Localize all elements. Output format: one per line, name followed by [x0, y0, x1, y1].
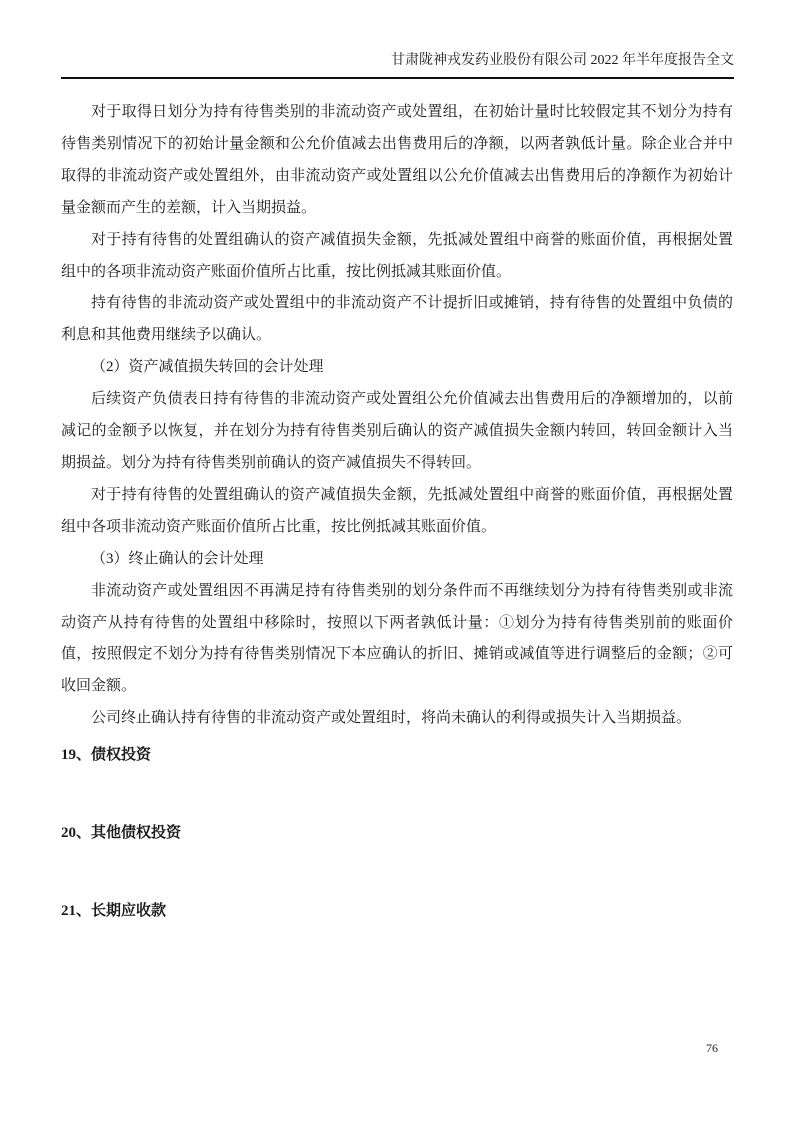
section-heading-20: 20、其他债权投资 [61, 825, 182, 842]
body-paragraph: 对于持有待售的处置组确认的资产减值损失金额，先抵减处置组中商誉的账面价值，再根据处置组中的各项非流动资产账面价值所占比重，按比例抵减其账面价值。 [61, 231, 733, 280]
list-label-2: （2）资产减值损失转回的会计处理 [91, 359, 324, 376]
section-heading-21: 21、长期应收款 [61, 903, 167, 920]
document-body [61, 97, 733, 921]
header-title: 甘肃陇神戎发药业股份有限公司 2022 年半年度报告全文 [391, 53, 734, 68]
body-paragraph: 非流动资产或处置组因不再满足持有待售类别的划分条件而不再继续划分为持有待售类别或非流动资产从持有待售的处置组中移除时，按照以下两者孰低计量：①划分为持有待售类别前的账面价值，按照假定不划分为持有待售类别情况下本应确认的折旧、摊销或减值等进行调整后的金额；②可收回金额。 [61, 582, 733, 695]
page-number-value: 76 [706, 1041, 718, 1055]
body-paragraph: 持有待售的非流动资产或处置组中的非流动资产不计提折旧或摊销，持有待售的处置组中负债的利息和其他费用继续予以确认。 [61, 295, 733, 344]
page-header [61, 52, 734, 79]
list-label-3: （3）终止确认的会计处理 [91, 550, 264, 567]
body-paragraph: 后续资产负债表日持有待售的非流动资产或处置组公允价值减去出售费用后的净额增加的，以前减记的金额予以恢复，并在划分为持有待售类别后确认的资产减值损失金额内转回，转回金额计入当期损益。划分为持有待售类别前确认的资产减值损失不得转回。 [61, 391, 733, 471]
body-paragraph: 公司终止确认持有待售的非流动资产或处置组时，将尚未确认的利得或损失计入当期损益。 [91, 710, 692, 727]
section-heading-19: 19、债权投资 [61, 747, 152, 764]
page-number [706, 1040, 718, 1056]
body-paragraph: 对于取得日划分为持有待售类别的非流动资产或处置组，在初始计量时比较假定其不划分为持有待售类别情况下的初始计量金额和公允价值减去出售费用后的净额，以两者孰低计量。除企业合并中取得的非流动资产或处置组外，由非流动资产或处置组以公允价值减去出售费用后的净额作为初始计量金额而产生的差额，计入当期损益。 [61, 104, 733, 216]
body-paragraph: 对于持有待售的处置组确认的资产减值损失金额，先抵减处置组中商誉的账面价值，再根据处置组中各项非流动资产账面价值所占比重，按比例抵减其账面价值。 [61, 486, 733, 535]
